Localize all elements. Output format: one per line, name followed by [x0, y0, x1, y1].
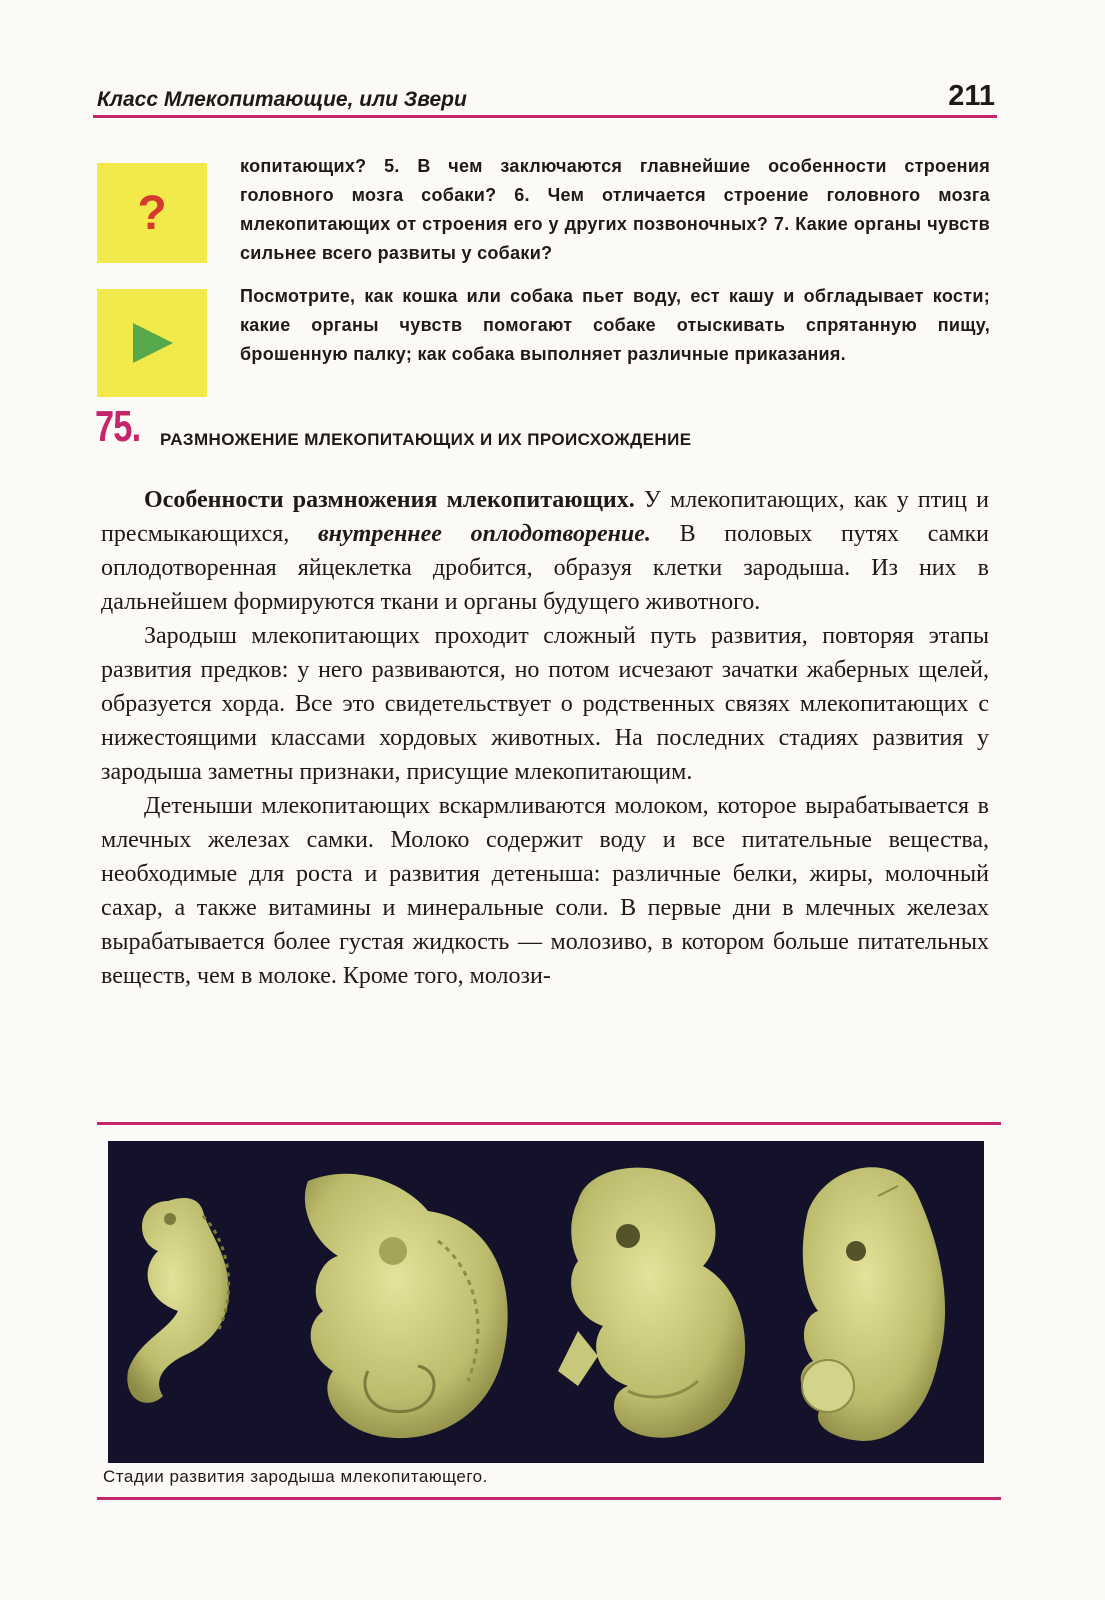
figure-top-rule [97, 1122, 1001, 1125]
task-text: Посмотрите, как кошка или собака пьет воду, ест кашу и обгладывает кости; какие органы чувств помогают собаке отыскивать спрятанную пищу, брошенную палку; как собака выполняет различные приказания. [240, 286, 990, 364]
embryo-stages-illustration [108, 1141, 984, 1463]
figure-bottom-rule [97, 1497, 1001, 1500]
play-triangle-icon [129, 321, 175, 365]
section-number: 75. [95, 402, 141, 451]
embryo-stage-1 [127, 1198, 229, 1403]
question-mark-icon: ? [137, 186, 167, 240]
embryo-stages-photo [108, 1141, 984, 1463]
running-title: Класс Млекопитающие, или Звери [97, 88, 467, 111]
embryo-stage-3 [558, 1168, 745, 1438]
question-icon-box [97, 163, 207, 263]
embryo-stage-2 [305, 1174, 508, 1438]
paragraph-1-text-b: В половых путях самки оплодотворенная яйцеклетка дробится, образуя клетки зародыша. Из них в дальнейшем формируются ткани и органы будущего животного. [101, 521, 989, 615]
embryo-stage-4 [801, 1167, 945, 1441]
body-text [101, 483, 989, 993]
paragraph-1-term: внутреннее оплодотворение. [317, 521, 651, 547]
paragraph-1-text-a: У млекопитающих, как у птиц и пресмыкающихся, [101, 487, 989, 547]
paragraph-1 [101, 483, 989, 619]
page-number: 211 [948, 80, 995, 112]
paragraph-1-heading: Особенности размножения млекопитающих. [144, 487, 635, 513]
paragraph-3: Детеныши млекопитающих вскармливаются молоком, которое вырабатывается в млечных железах самки. Молоко содержит воду и все питательные вещества, необходимые для роста и развития детеныша: различные белки, жиры, молочный сахар, а также витамины и минеральные соли. В первые дни в млечных железах вырабатывается более густая жидкость — молозиво, в котором больше питательных веществ, чем в молоке. Кроме того, молози- [101, 793, 989, 989]
review-questions-text: копитающих? 5. В чем заключаются главнейшие особенности строения головного мозга собаки? 6. Чем отличается строение головного мозга млекопитающих от строения его у других позвоночных? 7. Какие органы чувств сильнее всего развиты у собаки? [240, 156, 990, 263]
task-icon-box [97, 289, 207, 397]
figure-caption: Стадии развития зародыша млекопитающего. [100, 1463, 498, 1491]
paragraph-2: Зародыш млекопитающих проходит сложный путь развития, повторяя этапы развития предков: у него развиваются, но потом исчезают зачатки жаберных щелей, образуется хорда. Все это свидетельствует о родственных связях млекопитающих с нижестоящими классами хордовых животных. На последних стадиях развития у зародыша заметны признаки, присущие млекопитающим. [101, 623, 989, 785]
header-rule [93, 115, 997, 118]
section-title: РАЗМНОЖЕНИЕ МЛЕКОПИТАЮЩИХ И ИХ ПРОИСХОЖДЕНИЕ [160, 430, 692, 449]
